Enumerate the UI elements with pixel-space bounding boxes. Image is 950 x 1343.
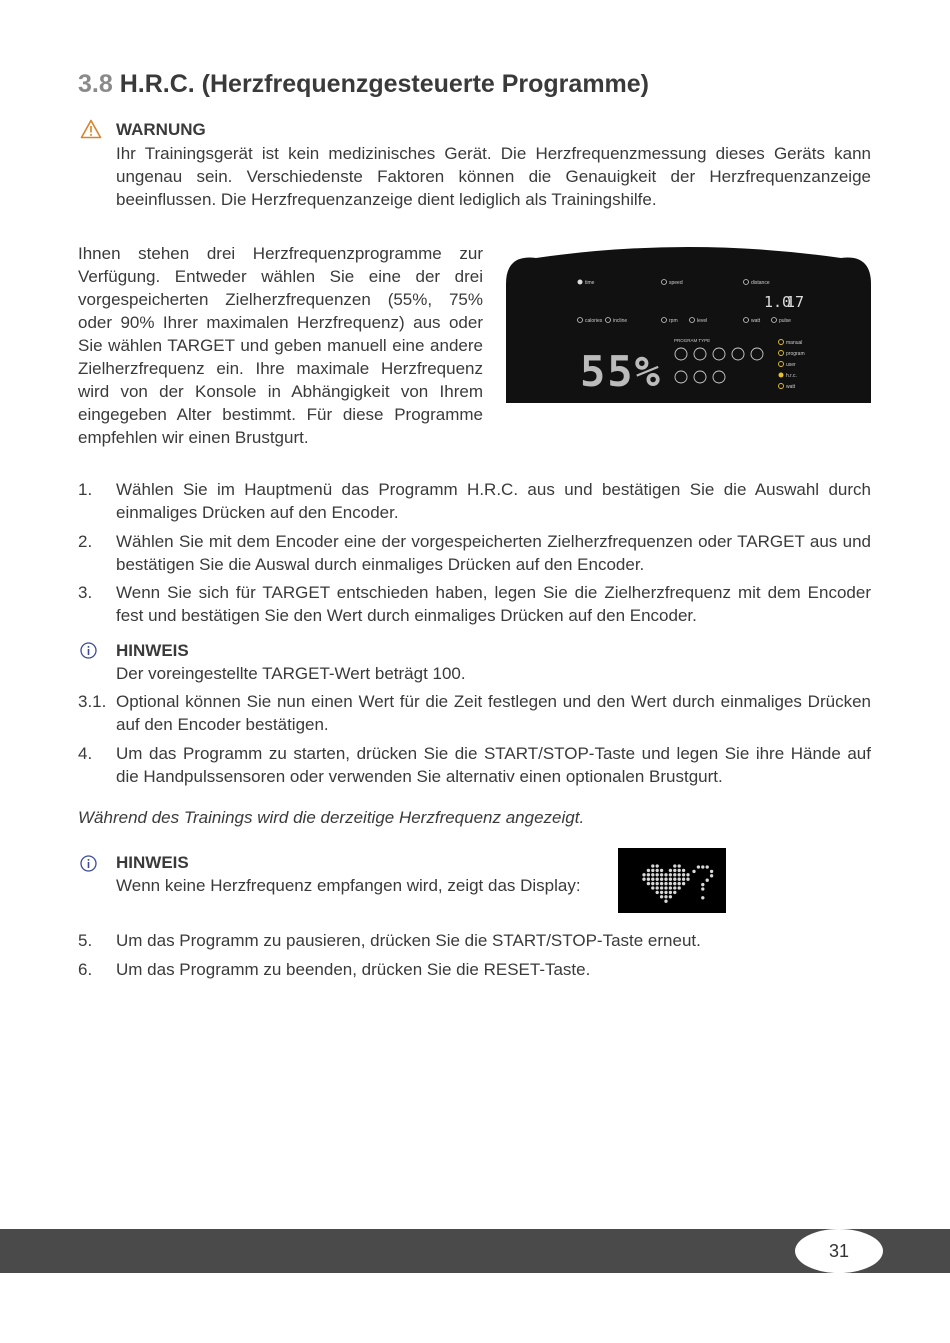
step-3-1-text: Optional können Sie nun einen Wert für die Zeit festlegen und den Wert durch einmaliges Drücken auf den Encoder bestätigen. [116, 692, 871, 734]
note-1-text: Der voreingestellte TARGET-Wert beträgt 100. [116, 664, 466, 683]
warning-label: WARNUNG [116, 120, 206, 139]
console-label-incline: incline [613, 318, 628, 324]
console-label-rpm: rpm [669, 318, 678, 324]
warning-text: Ihr Trainingsgerät ist kein medizinisches Gerät. Die Herzfrequenzmessung dieses Geräts kann ungenau sein. Verschiedenste Faktoren können die Genauigkeit der Herzfrequenzanzeige beeinflussen. Die Herzfrequenzanzeige dient lediglich als Trainingshilfe. [116, 144, 871, 209]
console-label-watt-2: watt [786, 384, 796, 390]
console-label-time: time [585, 280, 595, 286]
console-readout-2: 17 [786, 293, 805, 311]
console-display-image [506, 244, 871, 403]
section-title [78, 70, 649, 99]
note-2-text: Wenn keine Herzfrequenz empfangen wird, zeigt das Display: [116, 876, 581, 895]
console-label-program: program [786, 351, 805, 357]
console-label-user: user [786, 362, 796, 368]
step-6-text: Um das Programm zu beenden, drücken Sie die RESET-Taste. [116, 960, 591, 979]
step-4-text: Um das Programm zu starten, drücken Sie die START/STOP-Taste und legen Sie ihre Hände auf die Handpulssensoren oder verwenden Sie alternativ einen optionalen Brustgurt. [116, 744, 871, 786]
note-2-label: HINWEIS [116, 853, 189, 872]
heart-question-icon [618, 848, 726, 913]
intro-paragraph: Ihnen stehen drei Herzfrequenzprogramme zur Verfügung. Entweder wählen Sie eine der drei vorgespeicherten Zielherzfrequenzen (55%, 75% oder 90% Ihrer maximalen Herzfrequenz) aus oder Sie wählen TARGET und geben manuell eine andere Zielherzfrequenz ein. Ihre maximale Herzfrequenz wird von der Konsole in Abhängigkeit von Ihrem eingegeben Alter bestimmt. Für diese Programme empfehlen wir einen Brustgurt. [78, 244, 483, 447]
note-1-label: HINWEIS [116, 641, 189, 660]
section-title-text: H.R.C. (Herzfrequenzgesteuerte Programme) [119, 70, 650, 98]
console-label-hrc: h.r.c. [786, 373, 797, 379]
step-6-number: 6. [78, 960, 93, 979]
step-5-number: 5. [78, 931, 93, 950]
step-3-1-number: 3.1. [78, 692, 107, 711]
section-number: 3.8 [78, 70, 113, 98]
console-big-display: 55% [580, 347, 662, 396]
console-label-calories: calories [585, 318, 603, 324]
step-3-text: Wenn Sie sich für TARGET entschieden haben, legen Sie die Zielherzfrequenz mit dem Encoder fest und bestätigen Sie den Wert durch einmaliges Drücken auf den Encoder. [116, 583, 871, 625]
no-heartrate-display [618, 848, 726, 913]
page-number: 31 [828, 1241, 850, 1261]
console-label-distance: distance [751, 280, 770, 286]
console-label-level: level [697, 318, 708, 324]
console-label-pulse: pulse [779, 318, 791, 324]
warning-triangle-icon [80, 119, 102, 139]
step-2-number: 2. [78, 532, 93, 551]
step-4-number: 4. [78, 744, 93, 763]
console-label-speed: speed [669, 280, 683, 286]
step-2-text: Wählen Sie mit dem Encoder eine der vorgespeicherten Zielherzfrequenzen oder TARGET aus und bestätigen Sie die Auswal durch einmaliges Drücken auf den Encoder. [116, 532, 871, 574]
step-1-number: 1. [78, 480, 93, 499]
console-label-watt: watt [751, 318, 761, 324]
console-readout: 1.0 [764, 293, 792, 311]
console-label-program-type: PROGRAM TYPE [674, 338, 711, 343]
info-icon [80, 642, 97, 659]
step-5-text: Um das Programm zu pausieren, drücken Sie die START/STOP-Taste erneut. [116, 931, 701, 950]
info-icon [80, 855, 97, 872]
step-3-number: 3. [78, 583, 93, 602]
step-1-text: Wählen Sie im Hauptmenü das Programm H.R.C. aus und bestätigen Sie die Auswahl durch einmaliges Drücken auf den Encoder. [116, 480, 871, 522]
training-note: Während des Trainings wird die derzeitige Herzfrequenz angezeigt. [78, 808, 585, 827]
console-label-manual: manual [786, 340, 803, 346]
